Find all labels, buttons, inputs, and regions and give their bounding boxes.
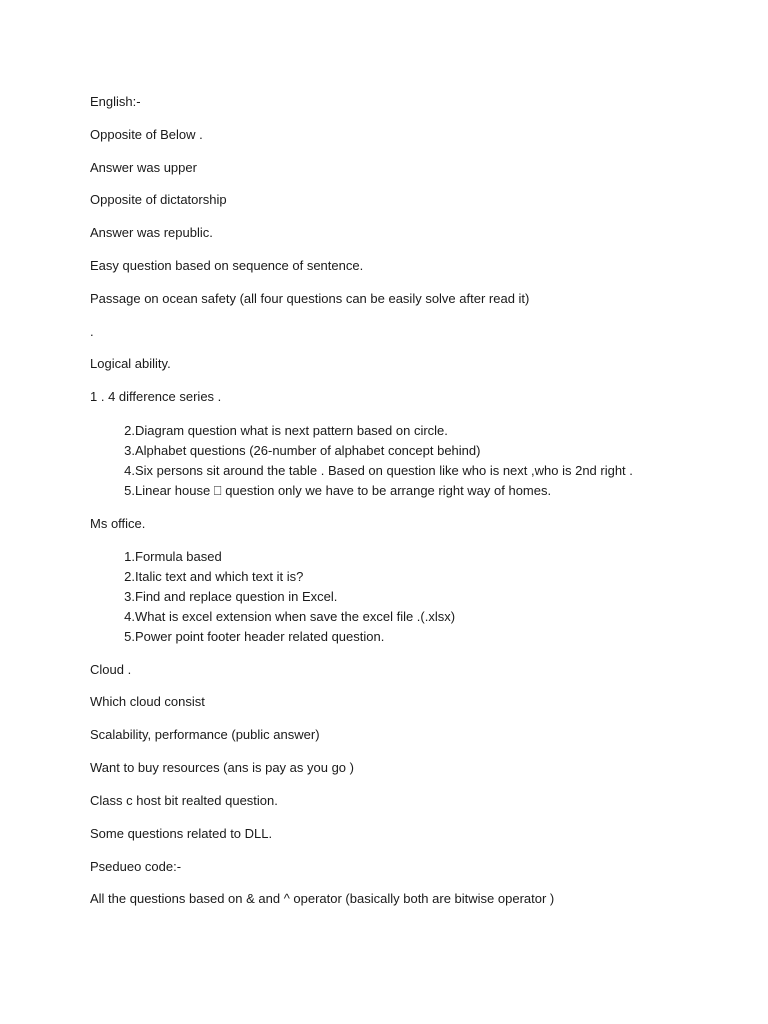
pseudo-code-questions: All the questions based on & and ^ operator (basically both are bitwise operator )	[90, 891, 555, 906]
list-text: Linear house ⎕ question only we have to be arrange right way of homes.	[135, 483, 552, 498]
list-number: 2.	[124, 569, 135, 584]
english-heading: English:-	[90, 94, 141, 109]
list-item	[90, 443, 480, 459]
dll-question: Some questions related to DLL.	[90, 826, 273, 841]
list-text: Find and replace question in Excel.	[135, 589, 338, 604]
list-item	[90, 463, 633, 479]
list-item	[90, 483, 551, 499]
list-number: 5.	[124, 629, 135, 644]
answer-republic: Answer was republic.	[90, 225, 213, 240]
ms-office-heading: Ms office.	[90, 516, 146, 531]
cloud-which: Which cloud consist	[90, 694, 205, 709]
list-item	[90, 609, 455, 625]
question-opposite-dictatorship: Opposite of dictatorship	[90, 192, 227, 207]
logical-heading: Logical ability.	[90, 356, 171, 371]
list-number: 1.	[124, 549, 135, 564]
list-number: 4.	[124, 609, 135, 624]
cloud-scalability: Scalability, performance (public answer)	[90, 727, 320, 742]
list-text: Alphabet questions (26-number of alphabet concept behind)	[135, 443, 481, 458]
list-text: Italic text and which text it is?	[135, 569, 304, 584]
pseudo-code-heading: Psedueo code:-	[90, 859, 182, 874]
question-sequence: Easy question based on sequence of sentence.	[90, 258, 364, 273]
logical-first-item: 1 . 4 difference series .	[90, 389, 222, 404]
cloud-heading: Cloud .	[90, 662, 132, 677]
list-text: Power point footer header related question.	[135, 629, 385, 644]
list-number: 5.	[124, 483, 135, 498]
stray-dot: .	[90, 324, 94, 339]
question-passage: Passage on ocean safety (all four questions can be easily solve after read it)	[90, 291, 530, 306]
cloud-buy-resources: Want to buy resources (ans is pay as you go )	[90, 760, 354, 775]
list-number: 4.	[124, 463, 135, 478]
list-text: Six persons sit around the table . Based on question like who is next ,who is 2nd right .	[135, 463, 633, 478]
question-opposite-below: Opposite of Below .	[90, 127, 203, 142]
list-number: 2.	[124, 423, 135, 438]
list-item	[90, 423, 448, 439]
list-number: 3.	[124, 589, 135, 604]
list-text: Diagram question what is next pattern based on circle.	[135, 423, 448, 438]
list-item	[90, 569, 303, 585]
list-item	[90, 629, 384, 645]
list-number: 3.	[124, 443, 135, 458]
list-text: Formula based	[135, 549, 222, 564]
class-c-question: Class c host bit realted question.	[90, 793, 278, 808]
answer-upper: Answer was upper	[90, 160, 197, 175]
list-item	[90, 549, 222, 565]
list-text: What is excel extension when save the excel file .(.xlsx)	[135, 609, 456, 624]
list-item	[90, 589, 337, 605]
